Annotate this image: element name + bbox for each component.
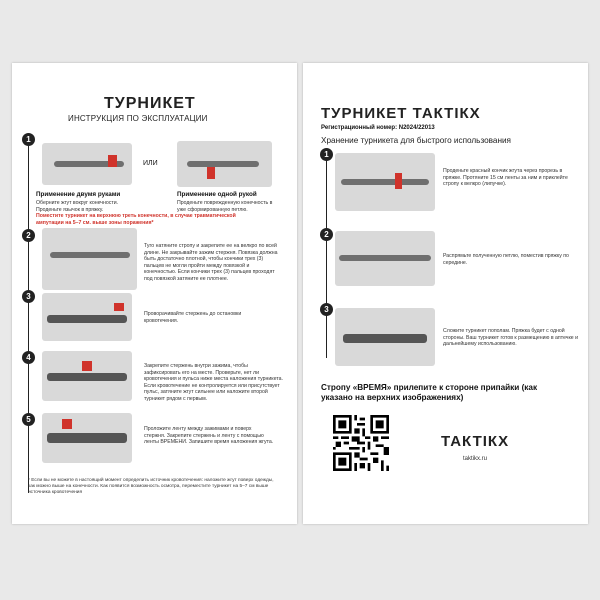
website-url: taktikx.ru xyxy=(463,456,488,462)
left-subtitle: ИНСТРУКЦИЯ ПО ЭКСПЛУАТАЦИИ xyxy=(68,114,208,123)
one-hand-illustration xyxy=(177,141,272,187)
one-hand-text: Проденьте поврежденную конечность в уже сформированную петлю. xyxy=(177,200,273,213)
registration-number: Регистрационный номер: N2024/22013 xyxy=(321,125,435,131)
storage-title: Хранение турникета для быстрого использования xyxy=(321,136,511,145)
two-hands-illustration xyxy=(42,143,132,185)
storage-step-number-1: 1 xyxy=(320,148,333,161)
step3-illustration xyxy=(42,293,132,341)
warning-text: Поместите турникет на верхнюю треть конечности, в случае травматической ампутации на 5–7 см. выше зоны поражения* xyxy=(36,213,236,226)
storage-step3-illustration xyxy=(335,308,435,366)
step-number-4: 4 xyxy=(22,351,35,364)
left-page xyxy=(12,63,297,524)
storage-step-number-2: 2 xyxy=(320,228,333,241)
step-number-1: 1 xyxy=(22,133,35,146)
right-title: ТУРНИКЕТ ТАКТІКХ xyxy=(321,105,481,122)
storage-step2-illustration xyxy=(335,231,435,286)
or-label: ИЛИ xyxy=(143,160,158,167)
step2-text: Туго натяните стропу и закрепите ее на велкро по всей длине. Не закрывайте зажим стержня. Повязка должна быть достаточно плотной, чтобы кончики трех (3) пальцев не могли пройти между повязкой и конечностью. Если кончики трех (3) пальцев проходят под повязкой затяните ее плотнее. xyxy=(144,243,278,282)
step-number-2: 2 xyxy=(22,229,35,242)
step3-text: Проворачивайте стержень до остановки кровотечения. xyxy=(144,311,242,324)
two-hands-title: Применение двумя руками xyxy=(36,191,121,198)
bottom-note: Стропу «ВРЕМЯ» прилепите к стороне припайки (как указано на верхних изображениях) xyxy=(321,383,538,402)
storage-step2-text: Распрямьте полученную петлю, поместив пряжку по середине. xyxy=(443,253,569,266)
step-number-5: 5 xyxy=(22,413,35,426)
storage-step1-text: Проденьте красный кончик жгута через прорезь в пряжке. Протяните 15 см ленты за ним и приклейте стропу к велкро (липучке). xyxy=(443,168,568,188)
qr-code xyxy=(333,415,389,471)
two-hands-text: Оберните жгут вокруг конечности. Проденьте язычок в пряжку. xyxy=(36,200,119,213)
right-page xyxy=(303,63,588,524)
step4-text: Закрепите стержень внутри зажима, чтобы зафиксировать его на месте. Проверьте, нет ли кровотечения и пульса ниже места наложения турникета. Если кровотечение не контролируется или присутствует пульс, затяните жгут сильнее или наложите второй турникет рядом с первым. xyxy=(144,363,283,402)
step5-text: Проложите ленту между зажимами и поверх стержня. Закрепите стержень и ленту с помощью ленты ВРЕМЕНИ. Запишите время наложения жгута. xyxy=(144,426,274,446)
storage-step3-text: Сложите турникет пополам. Пряжка будет с одной стороны. Ваш турникет готов к размещению в аптечке и дальнейшему использованию. xyxy=(443,328,579,348)
left-title: ТУРНИКЕТ xyxy=(104,95,196,112)
storage-step-number-3: 3 xyxy=(320,303,333,316)
step-number-3: 3 xyxy=(22,290,35,303)
steps-line xyxy=(28,143,29,493)
footnote: * Если вы не можете в настоящий момент определить источник кровотечения: наложите жгут поверх одежды, как можно выше на конечности. Как появится возможность осмотра, переместите турникет на 5–7 см выше источника кровотечения xyxy=(28,478,274,495)
step5-illustration xyxy=(42,413,132,463)
storage-step1-illustration xyxy=(335,153,435,211)
step2-illustration xyxy=(42,228,137,290)
step4-illustration xyxy=(42,351,132,401)
taktikx-logo: ТАКТІКХ xyxy=(441,433,510,450)
storage-steps-line xyxy=(326,158,327,358)
one-hand-title: Применение одной рукой xyxy=(177,191,257,198)
